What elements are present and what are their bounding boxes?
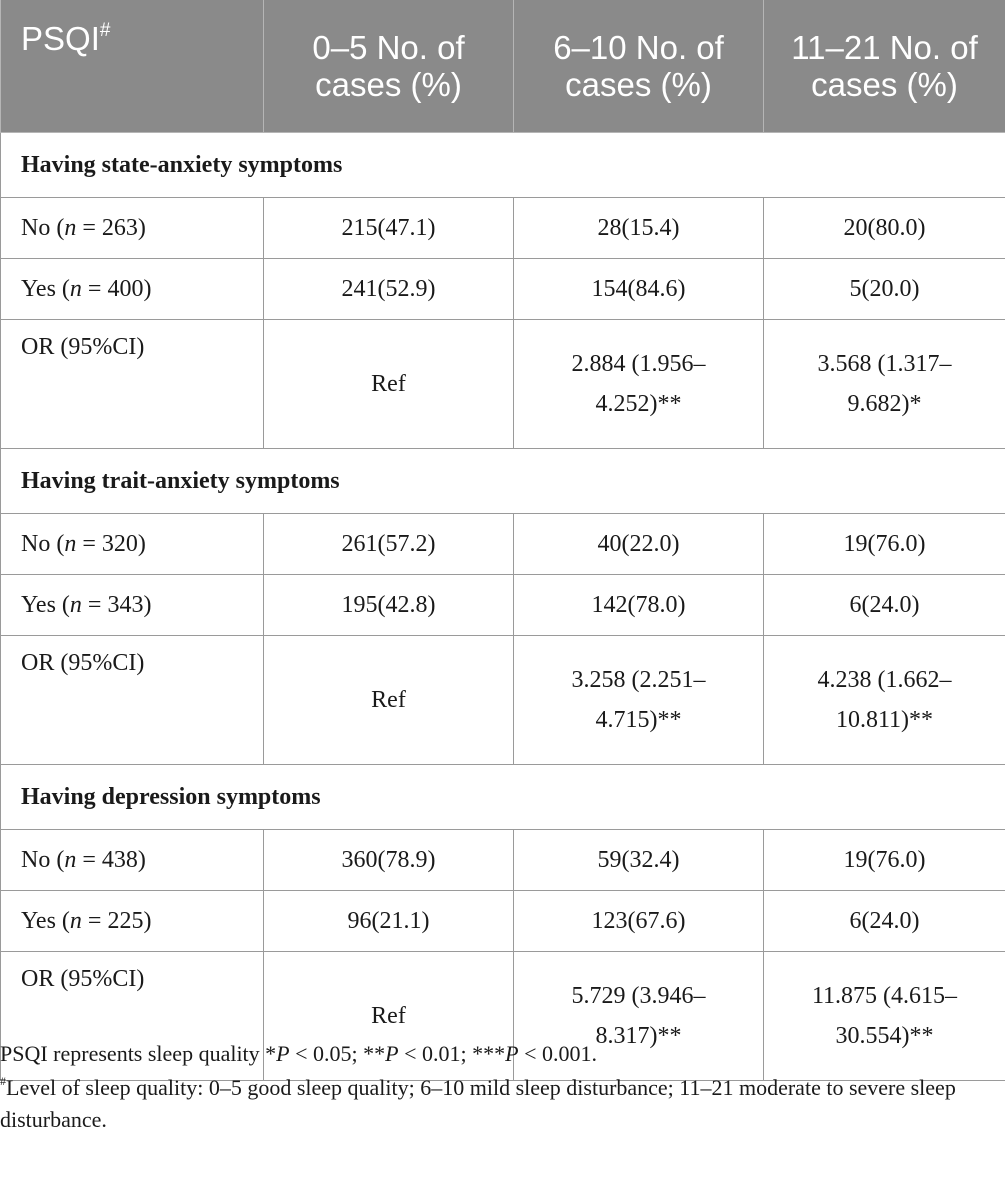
- section-title: Having state-anxiety symptoms: [1, 133, 1005, 198]
- cell-11-21: 6(24.0): [764, 891, 1005, 952]
- cell-11-21: 20(80.0): [764, 198, 1005, 259]
- or-label: OR (95%CI): [1, 320, 264, 449]
- or-label: OR (95%CI): [1, 952, 264, 1081]
- section-title: Having depression symptoms: [1, 765, 1005, 830]
- cell-or-6-10: 5.729 (3.946– 8.317)**: [514, 952, 764, 1081]
- cell-ref: Ref: [264, 320, 514, 449]
- row-label: Yes (n = 343): [1, 575, 264, 636]
- cell-0-5: 195(42.8): [264, 575, 514, 636]
- table-row: [1, 891, 1005, 952]
- table-row: [1, 259, 1005, 320]
- cell-6-10: 59(32.4): [514, 830, 764, 891]
- cell-11-21: 19(76.0): [764, 830, 1005, 891]
- cell-ref: Ref: [264, 636, 514, 765]
- section-header-depression: [1, 765, 1005, 830]
- section-title: Having trait-anxiety symptoms: [1, 449, 1005, 514]
- table-row: [1, 514, 1005, 575]
- cell-0-5: 215(47.1): [264, 198, 514, 259]
- cell-ref: Ref: [264, 952, 514, 1081]
- footnote-significance: PSQI represents sleep quality *P < 0.05; **P < 0.01; ***P < 0.001.: [0, 1041, 598, 1066]
- header-row: [1, 0, 1005, 133]
- cell-6-10: 154(84.6): [514, 259, 764, 320]
- cell-6-10: 142(78.0): [514, 575, 764, 636]
- cell-or-11-21: 3.568 (1.317– 9.682)*: [764, 320, 1005, 449]
- cell-or-6-10: 3.258 (2.251– 4.715)**: [514, 636, 764, 765]
- cell-or-11-21: 4.238 (1.662– 10.811)**: [764, 636, 1005, 765]
- cell-6-10: 123(67.6): [514, 891, 764, 952]
- cell-0-5: 261(57.2): [264, 514, 514, 575]
- header-6-10: 6–10 No. of cases (%): [514, 0, 764, 133]
- header-11-21: 11–21 No. of cases (%): [764, 0, 1005, 133]
- cell-or-6-10: 2.884 (1.956– 4.252)**: [514, 320, 764, 449]
- cell-0-5: 96(21.1): [264, 891, 514, 952]
- cell-11-21: 6(24.0): [764, 575, 1005, 636]
- row-label: No (n = 320): [1, 514, 264, 575]
- or-label: OR (95%CI): [1, 636, 264, 765]
- cell-6-10: 28(15.4): [514, 198, 764, 259]
- section-header-state-anxiety: [1, 133, 1005, 198]
- cell-0-5: 360(78.9): [264, 830, 514, 891]
- table-row: [1, 198, 1005, 259]
- or-row: [1, 320, 1005, 449]
- row-label: No (n = 438): [1, 830, 264, 891]
- table-row: [1, 830, 1005, 891]
- footnote-sleep-levels: #Level of sleep quality: 0–5 good sleep quality; 6–10 mild sleep disturbance; 11–21 moderate to severe sleep disturbance.: [0, 1074, 956, 1132]
- cell-11-21: 19(76.0): [764, 514, 1005, 575]
- cell-6-10: 40(22.0): [514, 514, 764, 575]
- table-row: [1, 575, 1005, 636]
- row-label: No (n = 263): [1, 198, 264, 259]
- cell-0-5: 241(52.9): [264, 259, 514, 320]
- row-label: Yes (n = 400): [1, 259, 264, 320]
- header-0-5: 0–5 No. of cases (%): [264, 0, 514, 133]
- cell-or-11-21: 11.875 (4.615– 30.554)**: [764, 952, 1005, 1081]
- table-footnotes: [0, 1038, 1005, 1136]
- cell-11-21: 5(20.0): [764, 259, 1005, 320]
- row-label: Yes (n = 225): [1, 891, 264, 952]
- or-row: [1, 636, 1005, 765]
- header-psqi: PSQI#: [1, 0, 264, 133]
- section-header-trait-anxiety: [1, 449, 1005, 514]
